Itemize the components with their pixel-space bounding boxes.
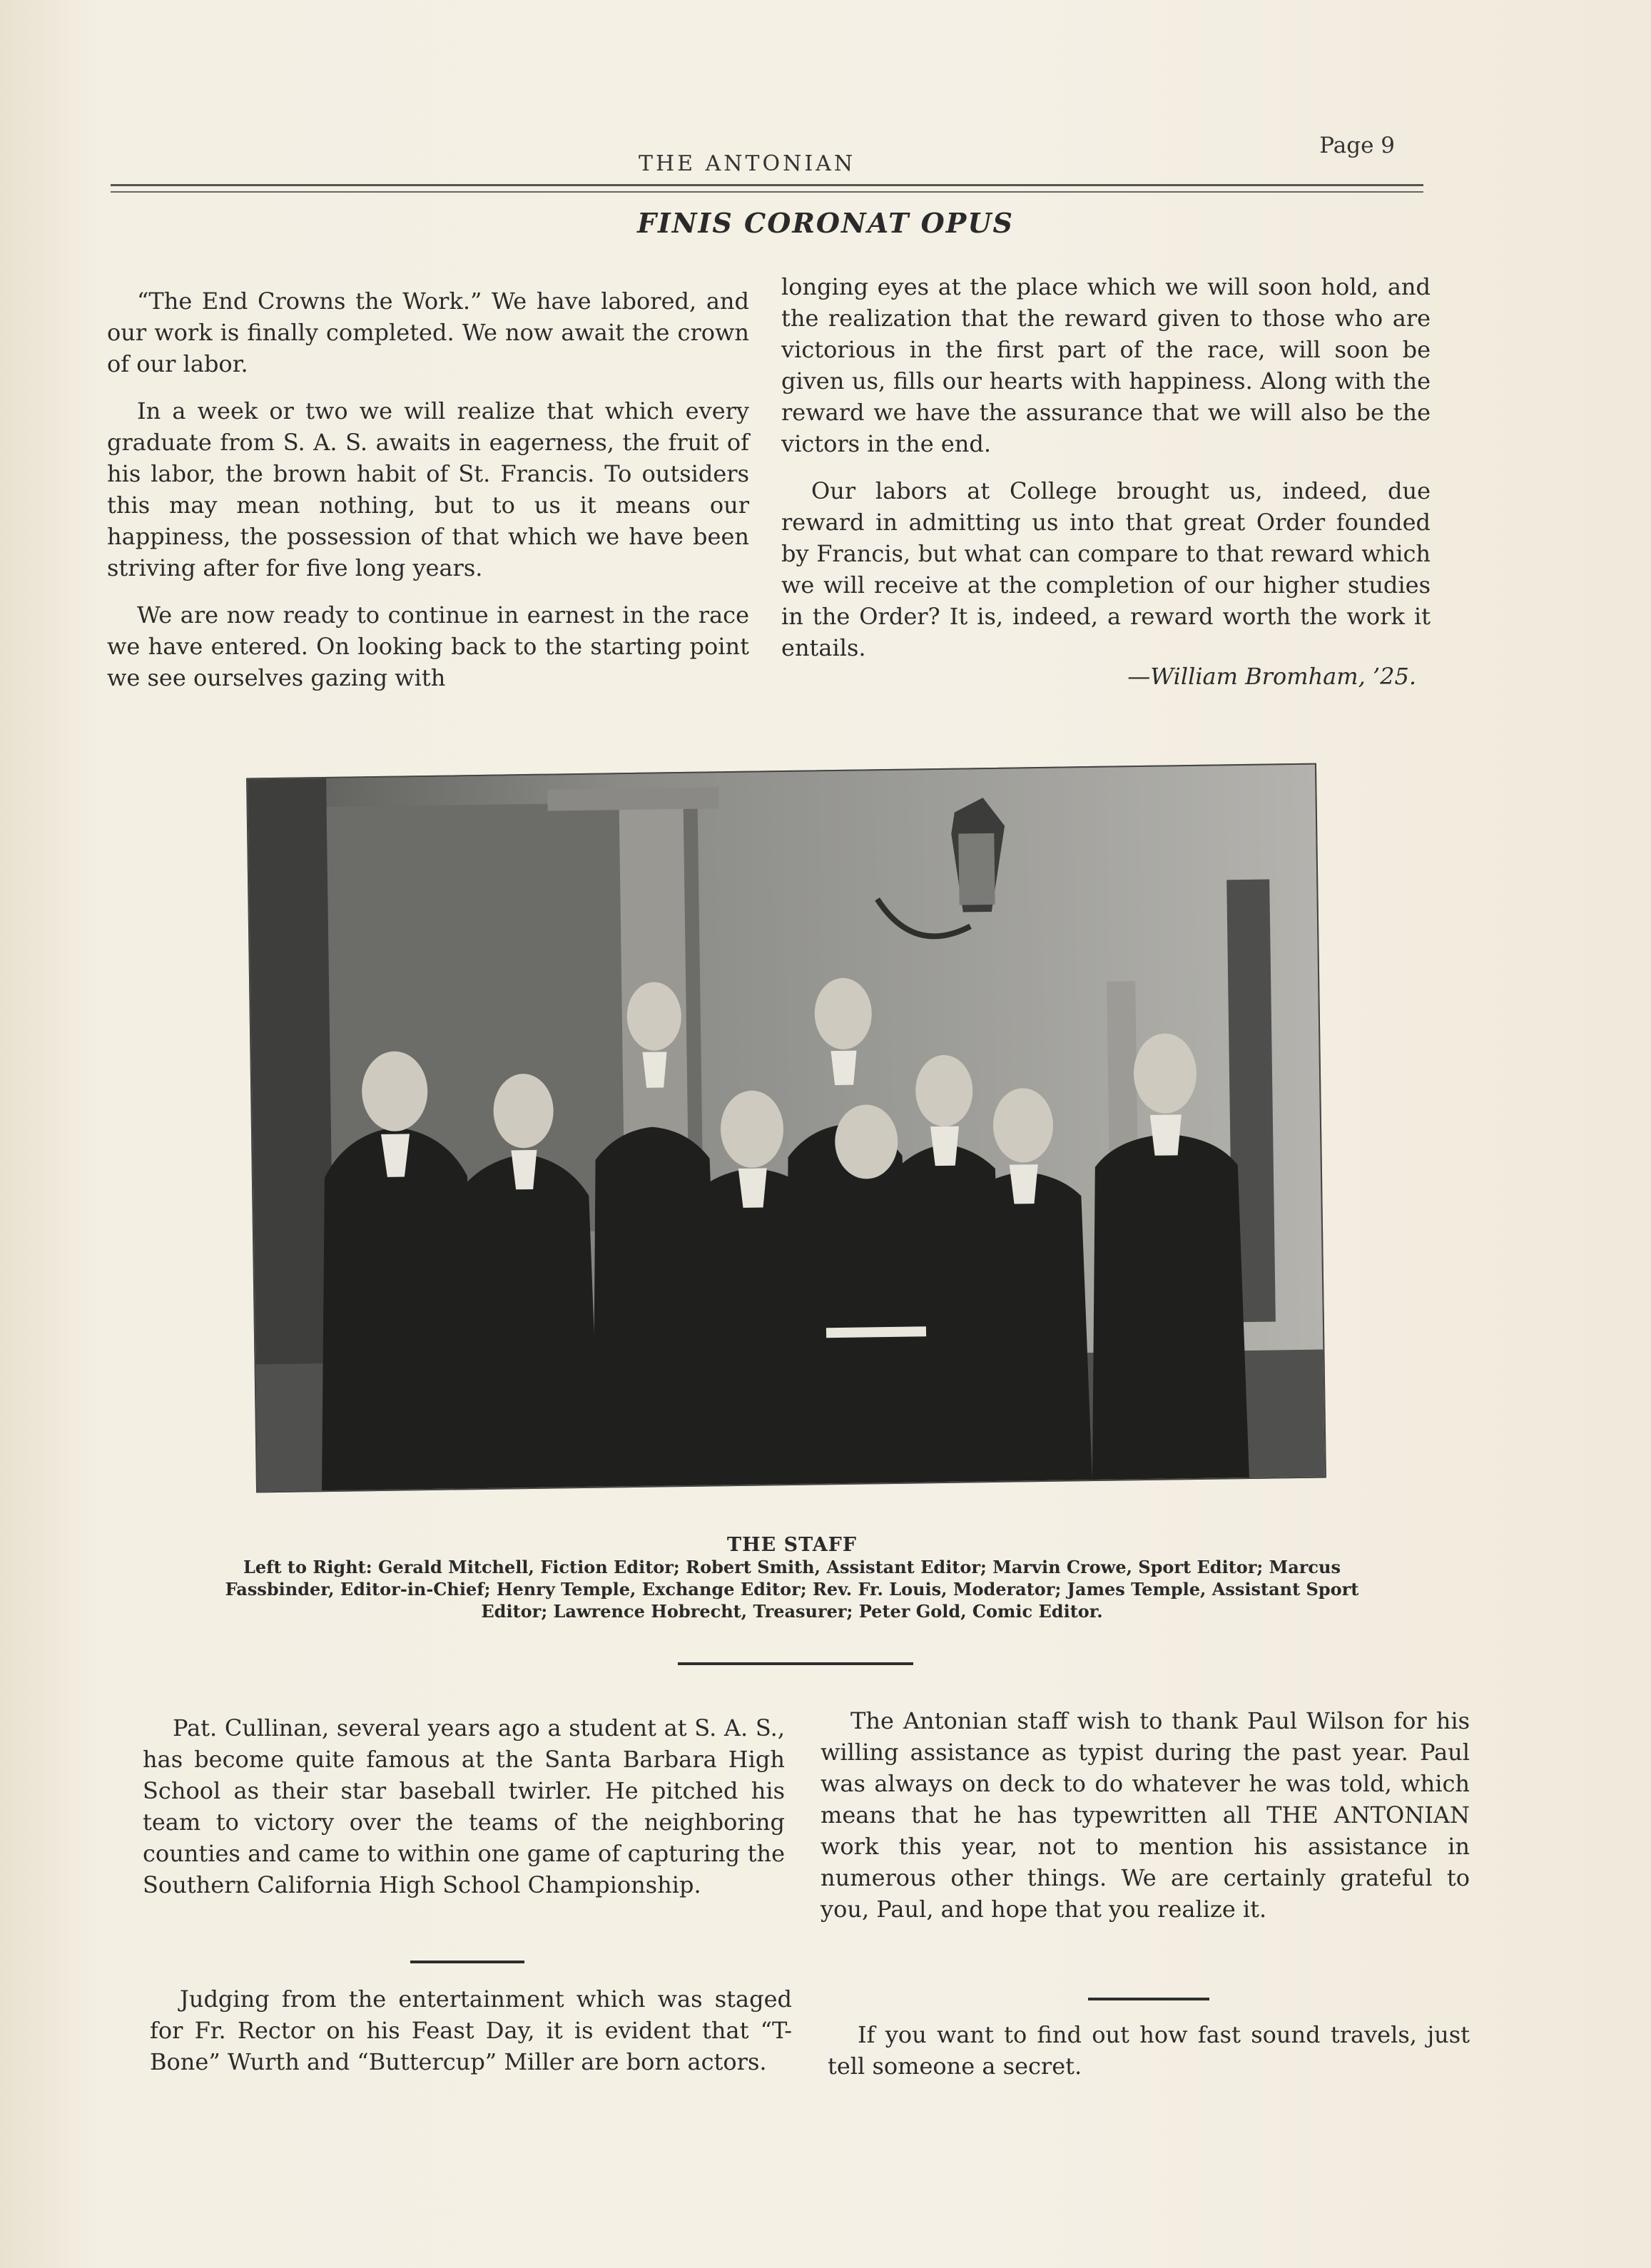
publication-title: THE ANTONIAN [639,151,856,176]
header-rule-thin [111,191,1423,193]
header-rule [111,184,1423,186]
article-paragraph: In a week or two we will realize that which every graduate from S. A. S. awaits in eagerness, the fruit of his labor, the brown habit of St. Francis. To outsiders this may mean nothing, but to us it means our happiness, the possession of that which we have been striving after for five long years. [107,397,749,581]
bottom-left-column [143,1712,785,1916]
section-divider [678,1662,913,1665]
staff-photo-image [248,765,1325,1492]
note-feast-day: Judging from the entertainment which was staged for Fr. Rector on his Feast Day, it is evident that “T-Bone” Wurth and “Buttercup” Miller are born actors. [150,1985,792,2075]
staff-photo [246,763,1326,1493]
article-paragraph: “The End Crowns the Work.” We have labored, and our work is finally completed. We now await the crown of our labor. [107,288,749,377]
bottom-right-column-2 [828,2019,1470,2097]
bottom-left-column-2 [150,1983,792,2093]
article-signature: —William Bromham, ’25. [1127,663,1416,690]
note-wilson: The Antonian staff wish to thank Paul Wilson for his willing assistance as typist during the past year. Paul was always on deck to do whatever he was told, which means that he has typewritten all THE ANTONIAN work this year, not to mention his assistance in numerous other things. We are certainly grateful to you, Paul, and hope that you realize it. [821,1707,1470,1923]
article-paragraph: Our labors at College brought us, indeed, due reward in admitting us into that great Order founded by Francis, but what can compare to that reward which we will receive at the completion of our higher studies in the Order? It is, indeed, a reward worth the work it entails. [781,477,1431,661]
caption-title: THE STAFF [727,1534,857,1556]
note-divider-right [1088,1998,1209,2000]
page-header [111,128,1423,200]
article-right-column [781,271,1431,692]
note-secret: If you want to find out how fast sound travels, just tell someone a secret. [828,2021,1470,2080]
page-number: Page 9 [1319,133,1395,158]
article-paragraph: We are now ready to continue in earnest in the race we have entered. On looking back to the starting point we see ourselves gazing with [107,601,749,691]
article-left-column [107,285,749,709]
article-paragraph: longing eyes at the place which we will soon hold, and the realization that the reward given to those who are victorious in the first part of the race, will soon be given us, fills our hearts with happiness. Along with the reward we have the assurance that we will also be the victors in the end. [781,273,1431,457]
photo-caption [214,1534,1370,1622]
caption-text: Left to Right: Gerald Mitchell, Fiction Editor; Robert Smith, Assistant Editor; Marvin Crowe, Sport Editor; Marcus Fassbinder, Editor-in-Chief; Henry Temple, Exchange Editor; Rev. Fr. Louis, Moderator; James Temple, Assistant Sport Editor; Lawrence Hobrecht, Treasurer; Peter Gold, Comic Editor. [225,1557,1359,1622]
note-divider [410,1961,524,1963]
note-cullinan: Pat. Cullinan, several years ago a student at S. A. S., has become quite famous at the Santa Barbara High School as their star baseball twirler. He pitched his team to victory over the teams of the neighboring counties and came to within one game of capturing the Southern California High School Championship. [143,1714,785,1898]
bottom-right-column [821,1705,1470,1941]
article-title: FINIS CORONAT OPUS [637,207,1014,239]
